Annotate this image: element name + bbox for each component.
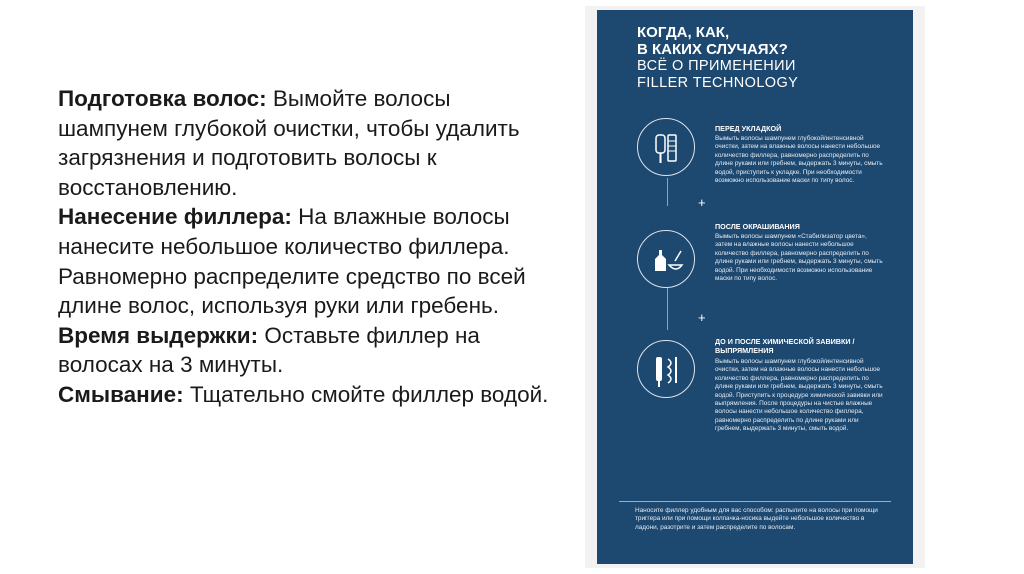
prep-label: Подготовка волос: <box>58 86 267 111</box>
filler-info-card <box>597 10 913 564</box>
hairbrush-icon <box>637 118 695 176</box>
rinse-text: Тщательно смойте филлер водой. <box>183 381 549 407</box>
prep-text: Вымойте волосы шампунем глубокой очистки, чтобы удалить загрязнения и подготовить волосы к восстановлению. <box>58 86 520 200</box>
apply-label: Нанесение филлера: <box>58 204 292 230</box>
section-before-styling-title: ПЕРЕД УКЛАДКОЙ <box>715 124 782 133</box>
dye-bottle-icon <box>637 230 695 288</box>
time-label: Время выдержки: <box>58 322 259 348</box>
plus-icon: + <box>698 195 706 210</box>
curling-iron-icon <box>637 340 695 398</box>
apply-text: На влажные волосы нанесите небольшое количество филлера. Равномерно распределите средство по всей длине волос, используя руки или гребень. <box>58 204 526 319</box>
time-text: Оставьте филлер на волосах на 3 минуты. <box>58 322 480 378</box>
plus-icon: + <box>698 310 706 325</box>
section-perm-title: ДО И ПОСЛЕ ХИМИЧЕСКОЙ ЗАВИВКИ / ВЫПРЯМЛЕНИЯ <box>715 337 855 355</box>
card-title-line1: КОГДА, КАК, <box>637 24 730 41</box>
card-title-line3: ВСЁ О ПРИМЕНЕНИИ <box>637 58 796 74</box>
section-before-styling-text: Вымыть волосы шампунем глубокой/интенсивной очистки, затем на влажные волосы нанести небольшое количество филлера, равномерно распределить по длине руками или гребнем, выдержать 3 минуты, смыть водой, приступить к укладке. При необходимости возможно использование маски по типу волос. <box>715 135 883 185</box>
card-title-line4: FILLER TECHNOLOGY <box>637 75 799 91</box>
rinse-paragraph <box>58 380 558 410</box>
section-after-coloring-text: Вымыть волосы шампунем «Стабилизатор цвета», затем на влажные волосы нанести небольшое количество филлера, равномерно распределить по длине руками или гребнем, выдержать 3 минуты, смыть водой. При необходимости возможно использование маски по типу волос. <box>715 233 883 283</box>
section-after-coloring-title: ПОСЛЕ ОКРАШИВАНИЯ <box>715 222 800 231</box>
prep-paragraph <box>58 84 558 202</box>
instructions-text <box>58 84 558 410</box>
timeline-connector <box>667 288 668 330</box>
timeline-connector <box>667 178 668 206</box>
footer-divider <box>619 501 891 502</box>
time-paragraph <box>58 321 558 380</box>
card-title <box>637 24 897 92</box>
apply-paragraph <box>58 202 558 320</box>
card-title-line2: В КАКИХ СЛУЧАЯХ? <box>637 41 788 58</box>
card-footer-text: Наносите филлер удобным для вас способом: распылите на волосы при помощи триггера или при помощи колпачка-носика выдейте небольшое количество в ладони, разотрите и затем распределите по волосам. <box>635 507 878 531</box>
section-perm-text: Вымыть волосы шампунем глубокой/интенсивной очистки, затем на влажные волосы нанести небольшое количество филлера, равномерно распределить по длине руками или гребнем, выдержать 3 минуты, смыть водой. Приступить к процедуре химической завивки или выпрямления. После процедуры на чистые влажные волосы нанести небольшое количество филлера, равномерно распределить по длине руками или гребнем, выдержать 3 минуты, смыть водой. <box>715 358 883 433</box>
rinse-label: Смывание: <box>58 381 184 407</box>
